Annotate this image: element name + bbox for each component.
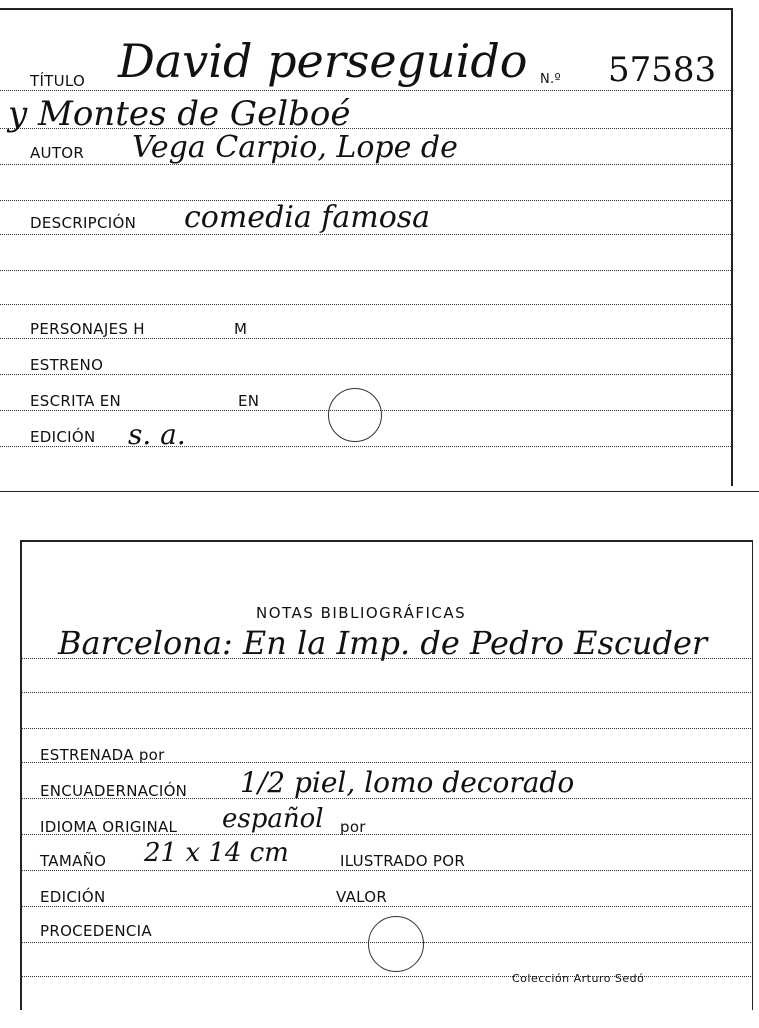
card-right-edge (752, 540, 754, 1010)
edicion-label: EDICIÓN (40, 888, 106, 906)
descripcion-value: comedia famosa (184, 200, 431, 235)
descripcion-label: DESCRIPCIÓN (30, 214, 137, 232)
rule-line (20, 728, 753, 729)
rule-line (0, 304, 733, 305)
tamano-value: 21 x 14 cm (144, 838, 289, 868)
valor-label: VALOR (336, 888, 388, 906)
rule-line (20, 906, 753, 907)
numero-label: N.º (540, 72, 561, 87)
catalog-card-bottom (0, 540, 759, 1028)
estrenada-label: ESTRENADA por (40, 746, 165, 764)
coleccion-credit: Colección Arturo Sedó (512, 972, 645, 985)
notas-label: NOTAS BIBLIOGRÁFICAS (256, 604, 467, 622)
tamano-label: TAMAÑO (40, 852, 107, 870)
catalog-card-top (0, 0, 759, 492)
rule-line (0, 90, 733, 91)
edicion-label: EDICIÓN (30, 428, 96, 446)
rule-line (0, 338, 733, 339)
edicion-value: s. a. (128, 418, 186, 451)
punch-hole-circle (328, 388, 382, 442)
autor-value: Vega Carpio, Lope de (132, 130, 458, 165)
autor-label: AUTOR (30, 144, 85, 162)
rule-line (0, 270, 733, 271)
card-top-edge (0, 8, 733, 10)
titulo-value: David perseguido (118, 34, 528, 88)
card-top-edge (20, 540, 753, 542)
card-right-edge (731, 8, 733, 486)
rule-line (20, 870, 753, 871)
titulo-label: TÍTULO (30, 72, 86, 90)
rule-line (20, 692, 753, 693)
idioma-value: español (222, 804, 324, 834)
titulo-continuation: y Montes de Gelboé (8, 94, 351, 134)
personajes-m-label: M (234, 320, 248, 338)
idioma-por-label: por (340, 818, 366, 836)
encuadernacion-value: 1/2 piel, lomo decorado (240, 766, 575, 799)
procedencia-label: PROCEDENCIA (40, 922, 152, 940)
estreno-label: ESTRENO (30, 356, 104, 374)
encuadernacion-label: ENCUADERNACIÓN (40, 782, 188, 800)
ilustrado-label: ILUSTRADO POR (340, 852, 466, 870)
escrita-en-label: EN (238, 392, 260, 410)
rule-line (0, 446, 733, 447)
card-left-edge (20, 540, 22, 1010)
rule-line (0, 374, 733, 375)
personajes-label: PERSONAJES H (30, 320, 145, 338)
punch-hole-circle (368, 916, 424, 972)
escrita-label: ESCRITA EN (30, 392, 122, 410)
idioma-label: IDIOMA ORIGINAL (40, 818, 178, 836)
notas-value: Barcelona: En la Imp. de Pedro Escuder (58, 624, 708, 662)
numero-value: 57583 (608, 50, 717, 90)
